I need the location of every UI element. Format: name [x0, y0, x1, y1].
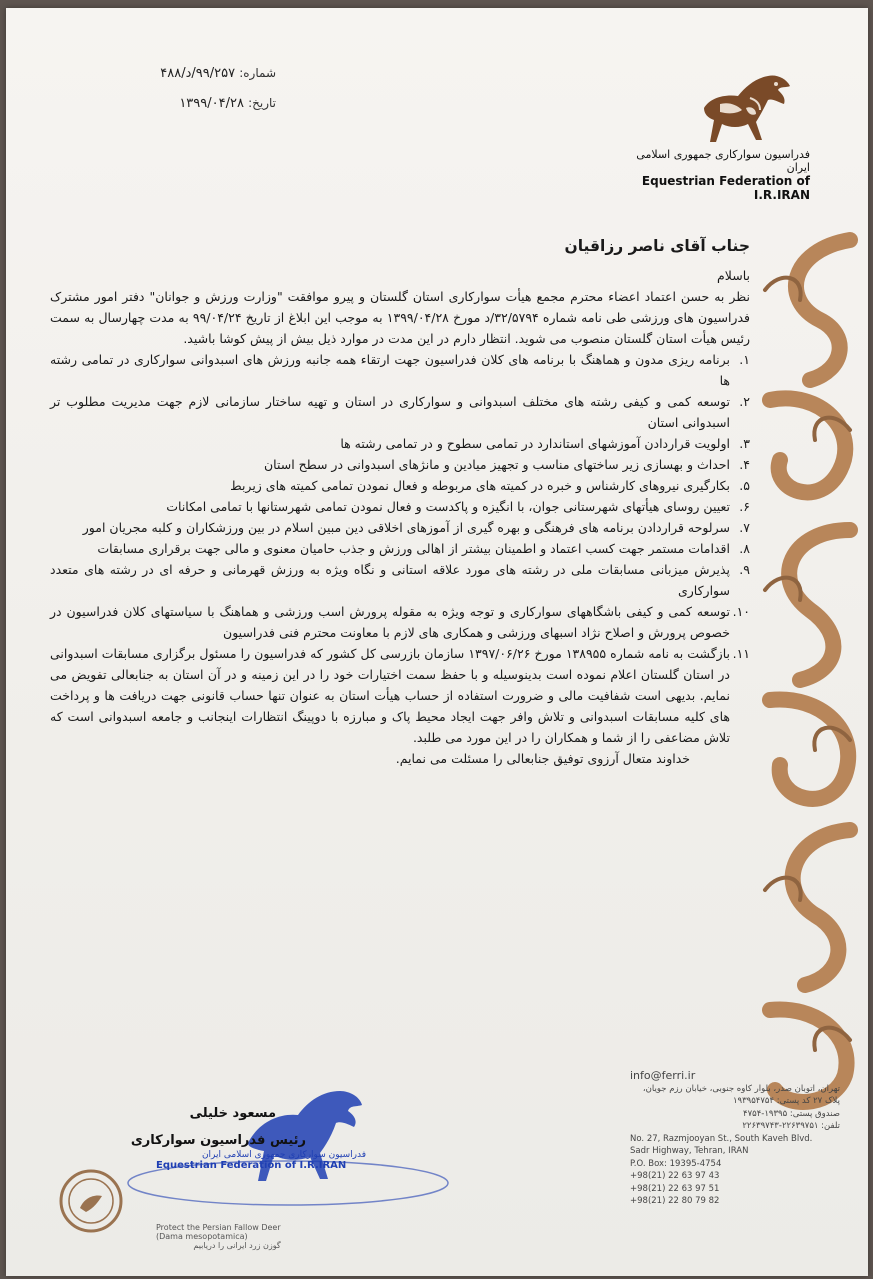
item-number: ۴.	[739, 457, 750, 472]
item-text: تعیین روسای هیأتهای شهرستانی جوان، با انگیزه و پاکدست و فعال نمودن تمامی شهرستانها با تمامی امکانات	[166, 499, 730, 514]
item-text: اولویت قراردادن آموزشهای استاندارد در تمامی سطوح و در تمامی رشته ها	[340, 436, 730, 451]
letter-date	[116, 96, 276, 111]
letter-body	[50, 236, 750, 769]
signatory-name: مسعود خلیلی	[189, 1106, 276, 1121]
footer-address-fa-1: تهران، اتوبان صدر، بلوار کاوه جنوبی، خیابان رزم جویان، پلاک ۲۷ کد پستی: ۱۹۳۹۵۴۷۵۴	[642, 1083, 840, 1106]
footer-phone-fa: تلفن: ۲۲۶۳۹۷۵۱-۲۲۶۳۹۷۴۳	[742, 1121, 840, 1131]
number-label: شماره:	[239, 66, 276, 80]
deer-note-sci: (Dama mesopotamica)	[156, 1232, 248, 1241]
stamp-text-en: Equestrian Federation of I.R.IRAN	[156, 1160, 347, 1171]
federation-name-en: Equestrian Federation of I.R.IRAN	[641, 174, 810, 202]
item-number: ۳.	[739, 436, 750, 451]
item-number: ۲.	[739, 394, 750, 409]
list-item	[50, 454, 750, 475]
item-number: ۷.	[739, 520, 750, 535]
federation-logo	[620, 68, 810, 202]
item-number: ۱.	[739, 352, 750, 367]
item-number: ۱۰.	[732, 604, 750, 619]
greeting: باسلام	[717, 268, 750, 283]
item-text: احداث و بهسازی زیر ساختهای مناسب و تجهیز میادین و مانژهای اسبدوانی در سطح استان	[263, 457, 730, 472]
letter-page	[6, 8, 868, 1276]
footer-tel-2: +98(21) 22 63 97 51	[630, 1183, 720, 1194]
item-text: برنامه ریزی مدون و هماهنگ با برنامه های کلان فدراسیون جهت ارتقاء همه جانبه ورزش های اسبدوانی سوارکاری در تمامی رشته ها	[50, 352, 730, 388]
list-item	[50, 643, 750, 748]
list-item	[50, 601, 750, 643]
horse-logo-icon	[690, 68, 800, 148]
intro-paragraph: نظر به حسن اعتماد اعضاء محترم مجمع هیأت سوارکاری استان گلستان و پیرو موافقت "وزارت ورزش و جوانان" دفتر امور مشترک فدراسیون های ورزشی طی نامه شماره ۳۲/۵۷۹۴/د مورخ ۱۳۹۹/۰۴/۲۸ به موجب این ابلاغ از تاریخ ۹۹/۰۴/۲۴ به مدت چهارسال به سمت رئیس هیأت استان گلستان منصوب می شوید. انتظار دارم در این مدت در موارد ذیل بیش از پیش کوشا باشید.	[50, 289, 750, 346]
item-number: ۸.	[739, 541, 750, 556]
list-item	[50, 538, 750, 559]
item-number: ۱۱.	[732, 646, 750, 661]
stamp-text-fa: فدراسیون سوارکاری جمهوری اسلامی ایران	[201, 1150, 366, 1160]
footer-email: info@ferri.ir	[630, 1069, 696, 1082]
list-item	[50, 349, 750, 391]
item-number: ۵.	[739, 478, 750, 493]
federation-name-fa: فدراسیون سوارکاری جمهوری اسلامی ایران	[636, 148, 810, 174]
closing-line: خداوند متعال آرزوی توفیق جنابعالی را مسئلت می نمایم.	[395, 751, 690, 766]
date-value: ۱۳۹۹/۰۴/۲۸	[179, 96, 244, 111]
item-text: سرلوحه قراردادن برنامه های فرهنگی و بهره گیری از آموزهای اخلاقی دین مبین اسلام در بین ورزشکاران و کلبه مجریان امور	[82, 520, 730, 535]
footer-po-box: P.O. Box: 19395-4754	[630, 1158, 722, 1169]
item-text: اقدامات مستمر جهت کسب اعتماد و اطمینان بیشتر از اهالی ورزش و جذب حامیان معنوی و مالی جهت برقراری مسابقات	[97, 541, 730, 556]
item-text: توسعه کمی و کیفی رشته های مختلف اسبدوانی و سوارکاری در استان و تهیه ساختار سازمانی لازم جهت مدیریت مطلوب تر اسبدوانی استان	[50, 394, 730, 430]
decorative-ornament	[750, 230, 868, 1120]
footer-contact	[630, 1070, 840, 1208]
letter-number	[116, 66, 276, 81]
footer-tel-1: +98(21) 22 63 97 43	[630, 1171, 720, 1181]
list-item	[50, 391, 750, 433]
deer-seal-icon	[58, 1168, 124, 1234]
footer-address-en-1: No. 27, Razmjooyan St., South Kaveh Blvd.	[630, 1133, 813, 1144]
footer-address-fa-2: صندوق پستی: ۱۹۳۹۵-۴۷۵۴	[743, 1108, 840, 1119]
list-item	[50, 433, 750, 454]
list-item	[50, 517, 750, 538]
list-item	[50, 496, 750, 517]
date-label: تاریخ:	[248, 96, 276, 110]
addressee: جناب آقای ناصر رزاقیان	[564, 237, 750, 255]
footer-address-en-2: Sadr Highway, Tehran, IRAN	[630, 1146, 749, 1156]
item-text: پذیرش میزبانی مسابقات ملی در رشته های مورد علاقه استانی و نگاه ویژه به ورزش قهرمانی و حرفه ای در رشته های متعدد سوارکاری	[50, 562, 730, 598]
item-text: بکارگیری نیروهای کارشناس و خبره در کمیته های مربوطه و فعال نمودن تمامی کمیته های زیربط	[230, 478, 730, 493]
item-number: ۶.	[739, 499, 750, 514]
item-text: بازگشت به نامه شماره ۱۳۸۹۵۵ مورخ ۱۳۹۷/۰۶/۲۶ سازمان بازرسی کل کشور که فدراسیون را مسئول برگزاری مسابقات اسبدوانی در استان گلستان اعلام نموده است بدینوسیله و با حفظ سمت اختیارات خود را در این زمینه و در آن استان به جنابعالی تفویض می نمایم. بدیهی است شفافیت مالی و ضرورت استفاده از حساب هیأت استان به عنوان تنها حساب قانونی جهت دریافت ها و پرداخت های کلیه مسابقات اسبدوانی و تلاش وافر جهت ایجاد محیط پاک و مبارزه با دوپینگ انتظارات اینجانب و جامعه اسبدوانی است که تلاش مضاعفی را از شما و همکاران را در این مورد می طلبد.	[50, 646, 730, 745]
signature-block	[126, 1106, 426, 1171]
list-item	[50, 559, 750, 601]
deer-note-en: Protect the Persian Fallow Deer	[156, 1223, 281, 1232]
number-value: ۹۹/۲۵۷/د/۴۸۸	[160, 66, 236, 81]
item-number: ۹.	[739, 562, 750, 577]
footer-tel-3: +98(21) 22 80 79 82	[630, 1196, 720, 1206]
item-text: توسعه کمی و کیفی باشگاههای سوارکاری و توجه ویژه به مقوله پرورش اسب ورزشی و هماهنگ با سیاستهای کلان فدراسیون در خصوص پرورش و اصلاح نژاد اسبهای ورزشی و همکاری های لازم با معاونت محترم فنی فدراسیون	[50, 604, 730, 640]
signatory-title: رئیس فدراسیون سوارکاری	[130, 1133, 306, 1148]
list-item	[50, 475, 750, 496]
deer-note-fa: گوزن زرد ایرانی را دریابیم	[193, 1241, 281, 1250]
deer-protection-note	[156, 1223, 281, 1250]
